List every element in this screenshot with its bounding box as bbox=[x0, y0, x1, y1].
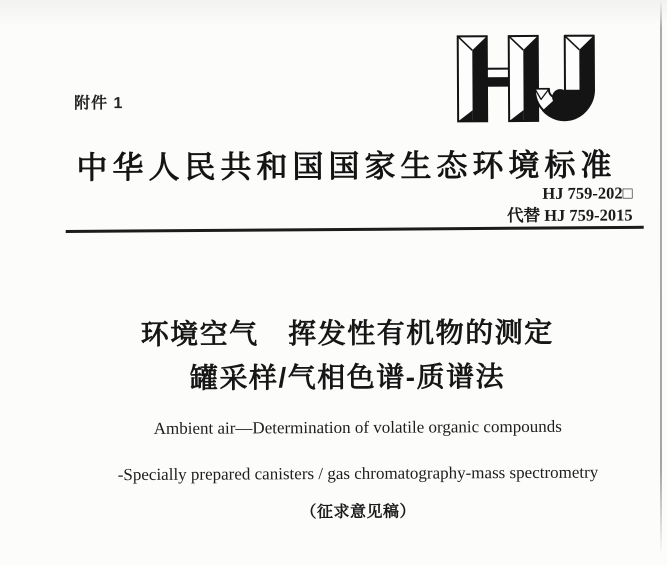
hj-logo-icon bbox=[449, 19, 600, 140]
document-title-en-line1-wrap bbox=[48, 416, 667, 439]
document-title-en-line2: -Specially prepared canisters / gas chromatography-mass spectrometry bbox=[117, 462, 599, 485]
hj-logo-h-right-stem bbox=[509, 36, 538, 121]
document-title-cn-line2: 罐采样/气相色谱-质谱法 bbox=[189, 361, 506, 394]
standard-replaces: 代替 HJ 759-2015 bbox=[507, 204, 633, 225]
national-standard-heading: 中华人民共和国国家生态环境标准 bbox=[76, 147, 617, 186]
document-title-en-line2-wrap bbox=[48, 462, 667, 485]
scanned-page-edge bbox=[660, 0, 662, 556]
attachment-label: 附件 1 bbox=[74, 95, 124, 113]
document-title-en-line1: Ambient air—Determination of volatile organic compounds bbox=[153, 416, 562, 438]
hj-logo-h-crossbar bbox=[485, 69, 511, 86]
draft-for-comments-note: （征求意见稿） bbox=[300, 503, 416, 522]
document-title-cn bbox=[27, 310, 667, 401]
standard-number-block bbox=[507, 182, 633, 226]
hj-logo-h-left-stem bbox=[458, 36, 487, 121]
hj-logo-j bbox=[535, 36, 594, 122]
header-divider-rule bbox=[66, 226, 644, 233]
standard-number: HJ 759-202□ bbox=[542, 183, 633, 203]
document-title-cn-line1: 环境空气 挥发性有机物的测定 bbox=[140, 316, 554, 351]
